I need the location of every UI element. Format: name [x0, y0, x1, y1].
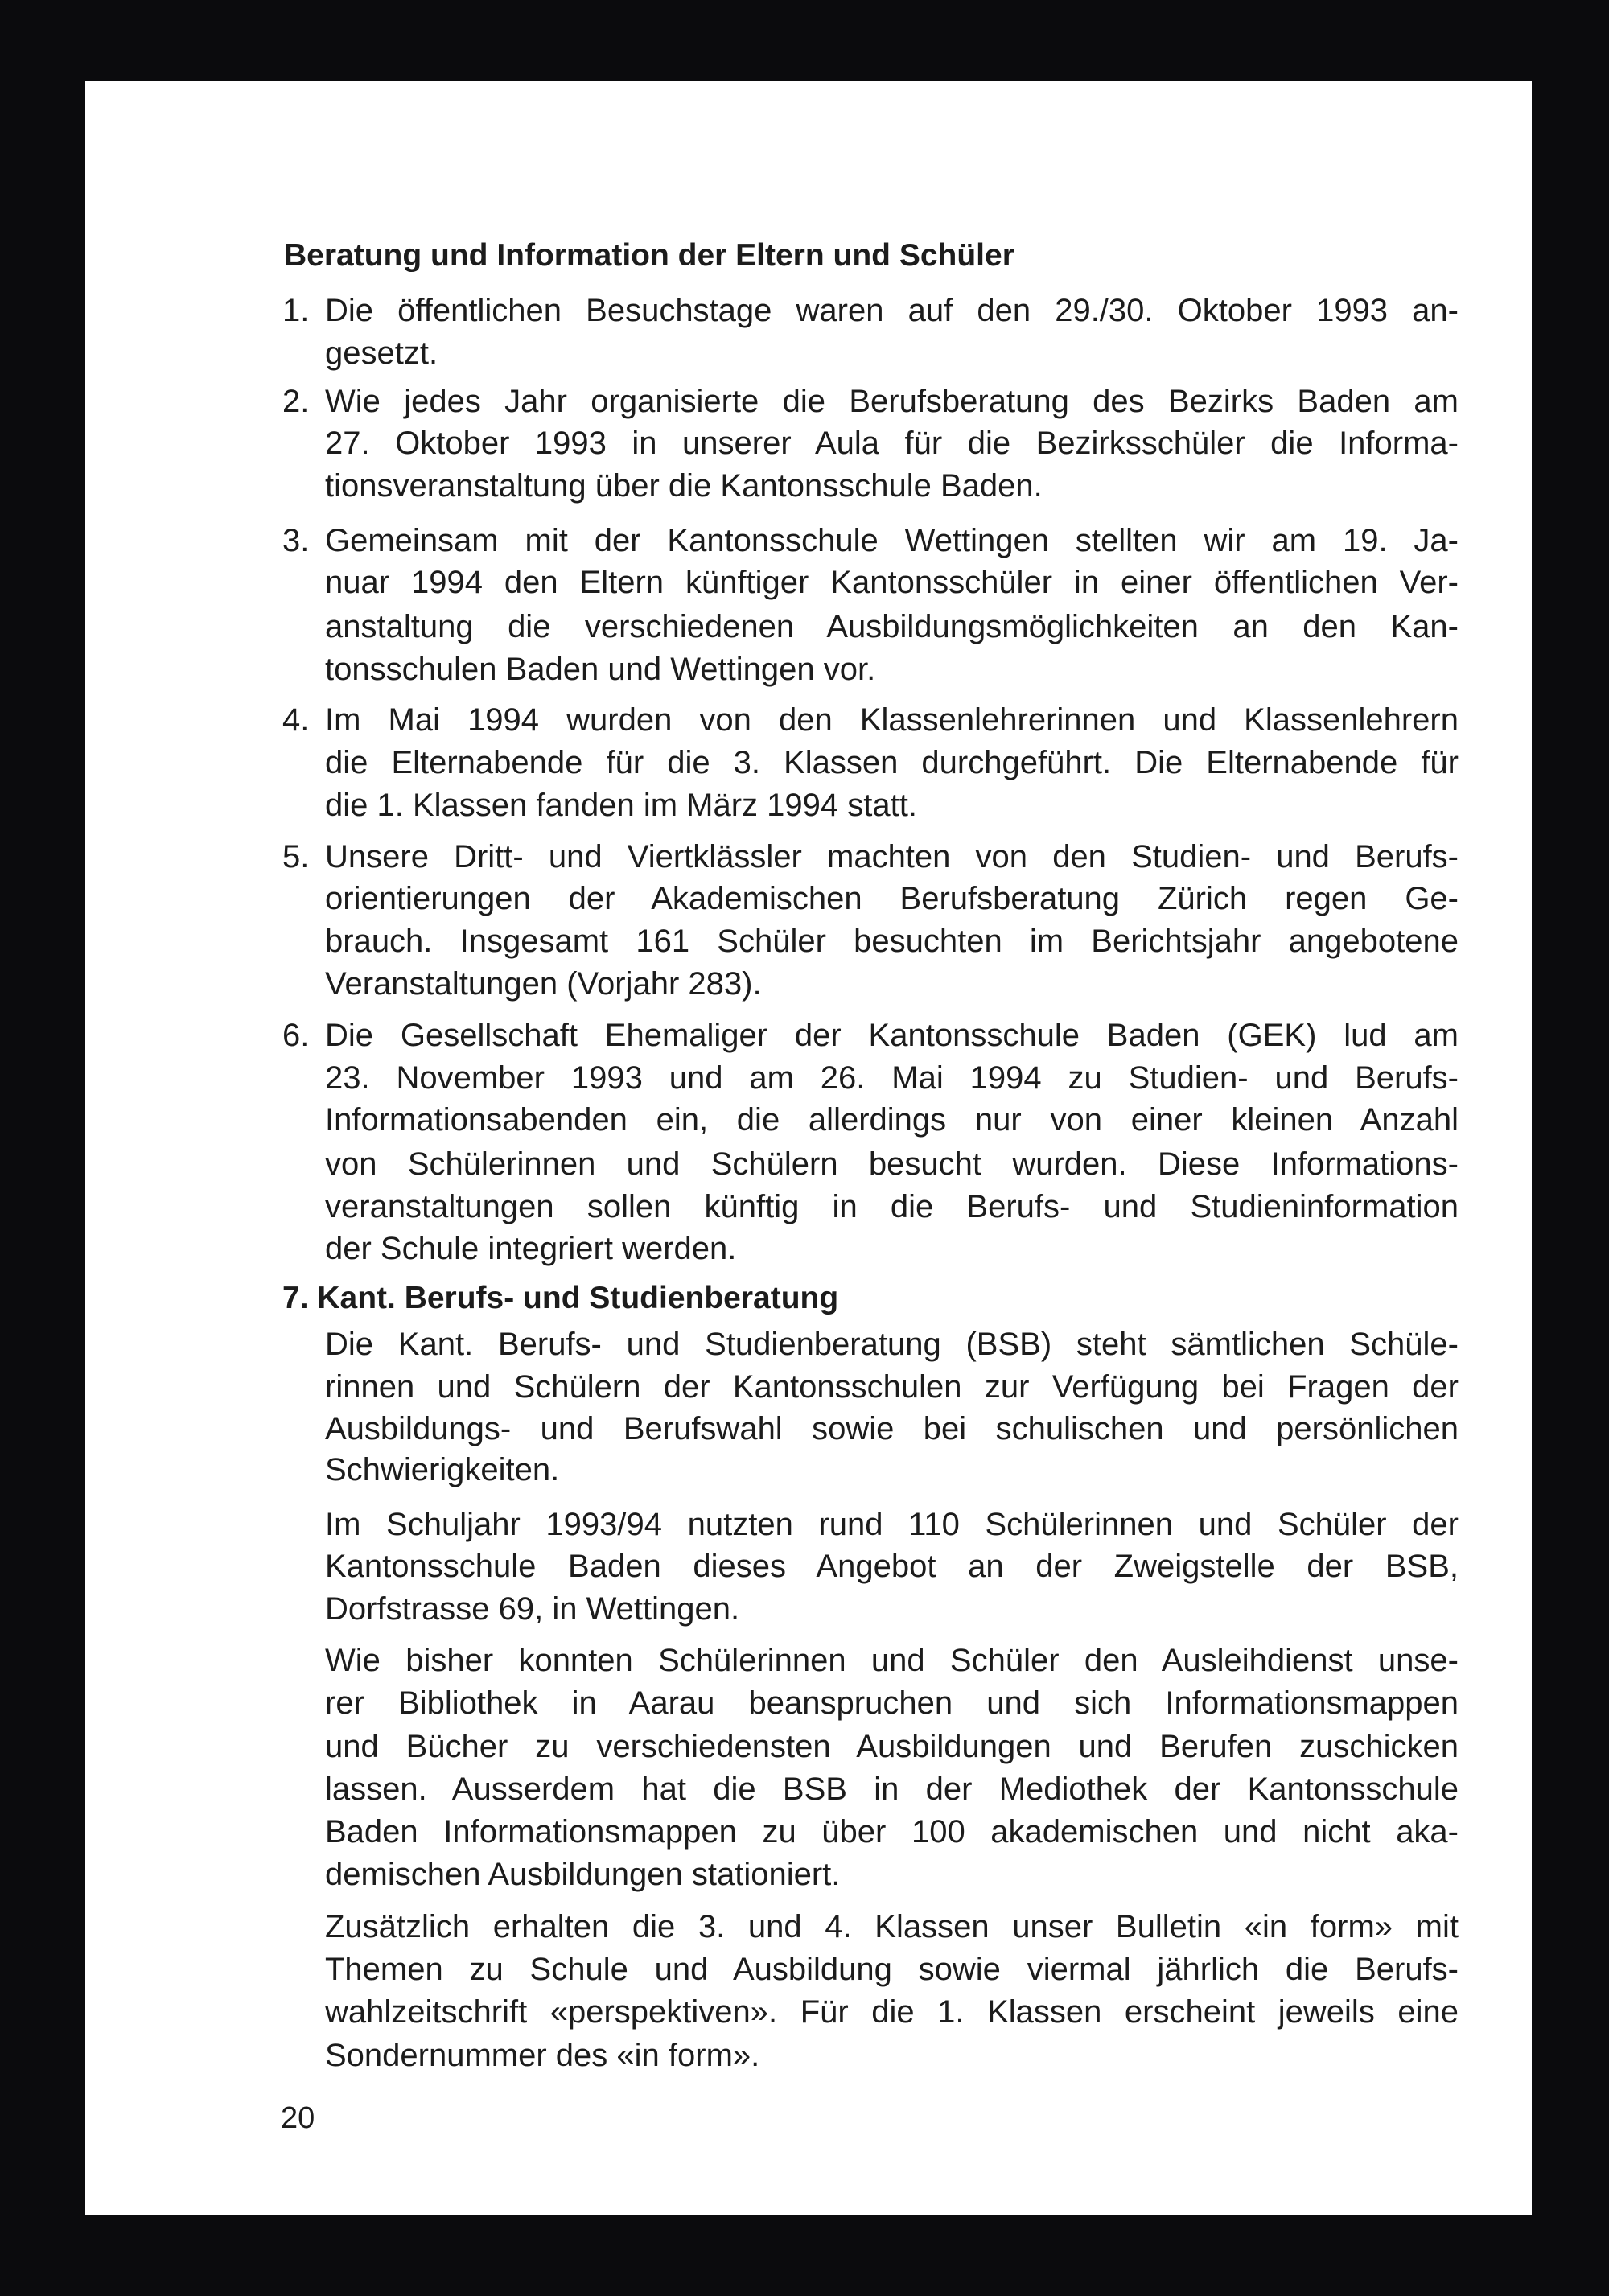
list-item-line: Wie jedes Jahr organisierte die Berufsberatung des Bezirks Baden am [325, 384, 1459, 419]
list-item-line: orientierungen der Akademischen Berufsberatung Zürich regen Ge- [325, 881, 1459, 916]
list-item-line: die 1. Klassen fanden im März 1994 statt. [325, 788, 917, 823]
paragraph-line: Wie bisher konnten Schülerinnen und Schüler den Ausleihdienst unse- [325, 1643, 1459, 1678]
section-heading: Beratung und Information der Eltern und Schüler [284, 238, 1014, 273]
paragraph-line: Die Kant. Berufs- und Studienberatung (BSB) steht sämtlichen Schüle- [325, 1327, 1459, 1362]
paragraph-line: rinnen und Schülern der Kantonsschulen zur Verfügung bei Fragen der [325, 1369, 1459, 1405]
list-item-line: tonsschulen Baden und Wettingen vor. [325, 652, 876, 687]
paragraph-line: demischen Ausbildungen stationiert. [325, 1857, 841, 1892]
list-item-line: Die öffentlichen Besuchstage waren auf den 29./30. Oktober 1993 an- [325, 293, 1459, 328]
paragraph-line: lassen. Ausserdem hat die BSB in der Mediothek der Kantonsschule [325, 1771, 1459, 1807]
paragraph-line: Sondernummer des «in form». [325, 2038, 760, 2073]
list-item-line: die Elternabende für die 3. Klassen durchgeführt. Die Elternabende für [325, 745, 1459, 780]
list-item-line: 27. Oktober 1993 in unserer Aula für die Bezirksschüler die Informa- [325, 426, 1459, 461]
list-item-line: Die Gesellschaft Ehemaliger der Kantonsschule Baden (GEK) lud am [325, 1018, 1459, 1053]
list-item-line: 23. November 1993 und am 26. Mai 1994 zu Studien- und Berufs- [325, 1060, 1459, 1096]
list-item-line: tionsveranstaltung über die Kantonsschule Baden. [325, 468, 1043, 504]
list-item-line: der Schule integriert werden. [325, 1231, 737, 1266]
list-item-line: Veranstaltungen (Vorjahr 283). [325, 966, 762, 1002]
list-item-line: Im Mai 1994 wurden von den Klassenlehrerinnen und Klassenlehrern [325, 702, 1459, 738]
paragraph-line: Themen zu Schule und Ausbildung sowie viermal jährlich die Berufs- [325, 1952, 1459, 1987]
list-item-number: 6. [282, 1018, 310, 1053]
list-item-line: nuar 1994 den Eltern künftiger Kantonsschüler in einer öffentlichen Ver- [325, 565, 1459, 600]
list-item-number: 1. [282, 293, 310, 328]
list-item-line: Informationsabenden ein, die allerdings nur von einer kleinen Anzahl [325, 1102, 1459, 1138]
paragraph-line: wahlzeitschrift «perspektiven». Für die 1. Klassen erscheint jeweils eine [325, 1994, 1459, 2030]
paragraph-line: Im Schuljahr 1993/94 nutzten rund 110 Schülerinnen und Schüler der [325, 1507, 1459, 1542]
list-item-line: von Schülerinnen und Schülern besucht wurden. Diese Informations- [325, 1146, 1459, 1182]
paragraph-line: rer Bibliothek in Aarau beanspruchen und sich Informationsmappen [325, 1685, 1459, 1721]
paragraph-line: Ausbildungs- und Berufswahl sowie bei schulischen und persönlichen [325, 1411, 1459, 1446]
paragraph-line: und Bücher zu verschiedensten Ausbildungen und Berufen zuschicken [325, 1729, 1459, 1764]
paragraph-line: Baden Informationsmappen zu über 100 akademischen und nicht aka- [325, 1814, 1459, 1850]
list-item-number: 5. [282, 839, 310, 874]
list-item-line: brauch. Insgesamt 161 Schüler besuchten im Berichtsjahr angebotene [325, 924, 1459, 959]
paragraph-line: Zusätzlich erhalten die 3. und 4. Klassen unser Bulletin «in form» mit [325, 1909, 1459, 1944]
list-item-line: Unsere Dritt- und Viertklässler machten von den Studien- und Berufs- [325, 839, 1459, 874]
list-item-number: 3. [282, 523, 310, 558]
list-item-number: 2. [282, 384, 310, 419]
list-item-number: 4. [282, 702, 310, 738]
list-item-line: veranstaltungen sollen künftig in die Berufs- und Studieninformation [325, 1189, 1459, 1224]
page-number: 20 [281, 2101, 315, 2135]
list-item-line: anstaltung die verschiedenen Ausbildungsmöglichkeiten an den Kan- [325, 609, 1459, 644]
list-item-line: gesetzt. [325, 335, 438, 371]
paragraph-line: Schwierigkeiten. [325, 1452, 560, 1487]
list-item-line: Gemeinsam mit der Kantonsschule Wettingen stellten wir am 19. Ja- [325, 523, 1459, 558]
subsection-heading: 7. Kant. Berufs- und Studienberatung [282, 1281, 839, 1315]
paragraph-line: Dorfstrasse 69, in Wettingen. [325, 1591, 740, 1627]
paragraph-line: Kantonsschule Baden dieses Angebot an der Zweigstelle der BSB, [325, 1549, 1459, 1584]
